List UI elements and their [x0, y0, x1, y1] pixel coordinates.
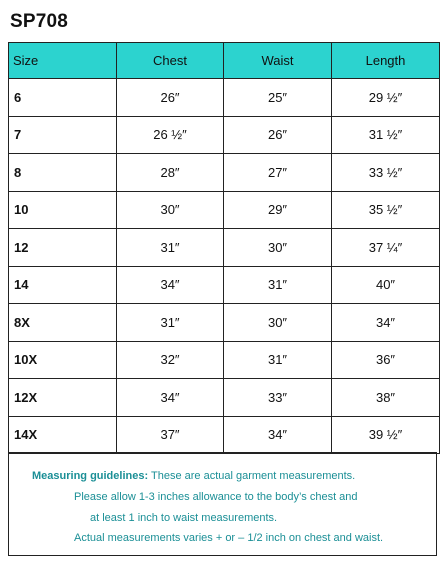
table-row: [9, 304, 440, 342]
length-cell: 39 ½″: [332, 416, 440, 454]
guidelines-line-3: at least 1 inch to waist measurements.: [90, 512, 278, 524]
size-cell: 14: [9, 266, 117, 304]
guidelines-line-4: Actual measurements varies + or – 1/2 inch on chest and waist.: [74, 532, 384, 544]
length-cell: 33 ½″: [332, 154, 440, 192]
waist-cell: 25″: [224, 79, 332, 117]
length-cell: 29 ½″: [332, 79, 440, 117]
chest-cell: 30″: [117, 191, 224, 229]
table-row: [9, 416, 440, 454]
waist-cell: 30″: [224, 304, 332, 342]
guidelines-line-2: Please allow 1-3 inches allowance to the body’s chest and: [74, 491, 358, 503]
length-cell: 31 ½″: [332, 116, 440, 154]
measuring-guidelines-box: [8, 452, 437, 556]
length-cell: 38″: [332, 379, 440, 417]
chest-cell: 34″: [117, 266, 224, 304]
waist-cell: 34″: [224, 416, 332, 454]
waist-cell: 31″: [224, 266, 332, 304]
table-row: [9, 79, 440, 117]
table-row: [9, 191, 440, 229]
column-header-size: Size: [9, 43, 117, 79]
table-row: [9, 229, 440, 267]
size-cell: 12: [9, 229, 117, 267]
size-cell: 6: [9, 79, 117, 117]
length-cell: 40″: [332, 266, 440, 304]
column-header-length: Length: [332, 43, 440, 79]
length-cell: 34″: [332, 304, 440, 342]
chest-cell: 26″: [117, 79, 224, 117]
size-cell: 10: [9, 191, 117, 229]
table-body: [9, 79, 440, 454]
size-cell: 8X: [9, 304, 117, 342]
chest-cell: 31″: [117, 229, 224, 267]
chest-cell: 28″: [117, 154, 224, 192]
waist-cell: 26″: [224, 116, 332, 154]
length-cell: 37 ¼″: [332, 229, 440, 267]
chest-cell: 37″: [117, 416, 224, 454]
guidelines-line-1: [32, 467, 355, 485]
size-cell: 7: [9, 116, 117, 154]
waist-cell: 30″: [224, 229, 332, 267]
table-row: [9, 341, 440, 379]
waist-cell: 31″: [224, 341, 332, 379]
length-cell: 36″: [332, 341, 440, 379]
size-cell: 8: [9, 154, 117, 192]
size-cell: 14X: [9, 416, 117, 454]
table-header-row: [9, 43, 440, 79]
size-chart-table: [8, 42, 440, 454]
page-title: SP708: [10, 11, 69, 32]
column-header-waist: Waist: [224, 43, 332, 79]
table-row: [9, 154, 440, 192]
waist-cell: 33″: [224, 379, 332, 417]
waist-cell: 29″: [224, 191, 332, 229]
chest-cell: 34″: [117, 379, 224, 417]
guidelines-label: Measuring guidelines:: [32, 470, 149, 482]
length-cell: 35 ½″: [332, 191, 440, 229]
table-row: [9, 379, 440, 417]
size-cell: 12X: [9, 379, 117, 417]
column-header-chest: Chest: [117, 43, 224, 79]
size-cell: 10X: [9, 341, 117, 379]
chest-cell: 32″: [117, 341, 224, 379]
table-row: [9, 116, 440, 154]
chest-cell: 26 ½″: [117, 116, 224, 154]
chest-cell: 31″: [117, 304, 224, 342]
guidelines-text-1: These are actual garment measurements.: [151, 470, 356, 482]
waist-cell: 27″: [224, 154, 332, 192]
table-row: [9, 266, 440, 304]
